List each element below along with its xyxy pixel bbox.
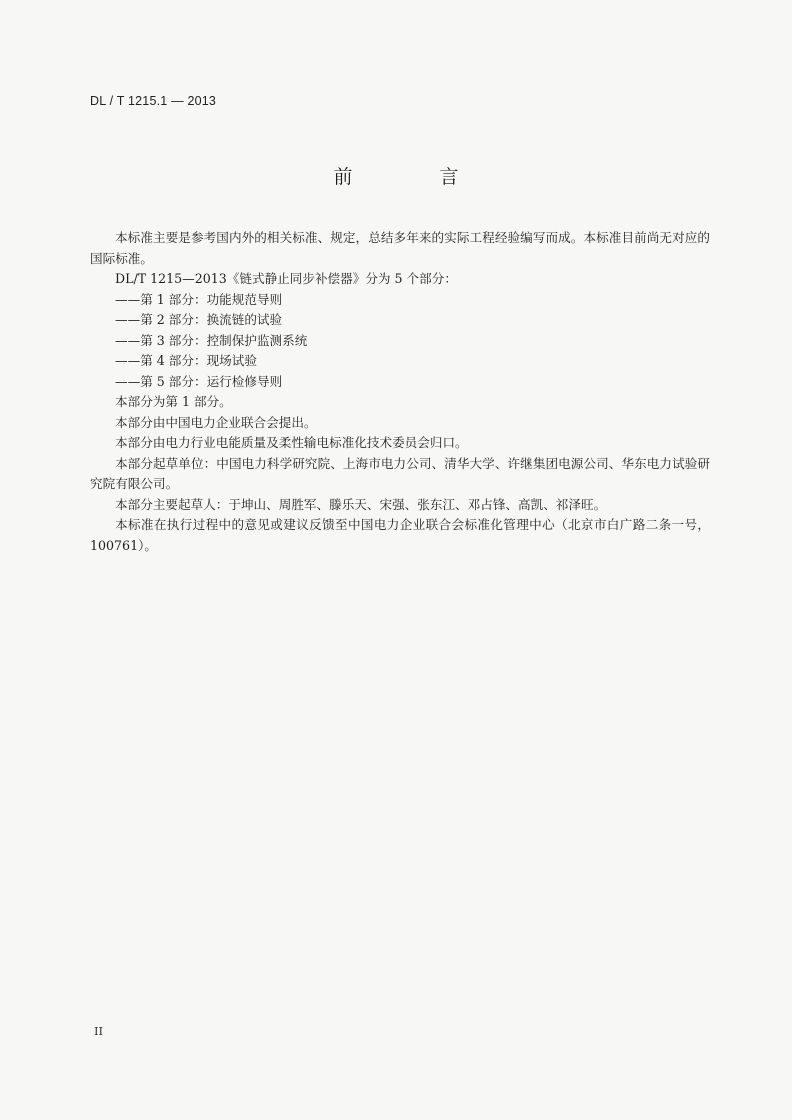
page-title: 前 言 [333, 166, 493, 188]
foreword-body [90, 228, 710, 556]
list-item-part-2: ——第 2 部分：换流链的试验 [115, 312, 283, 327]
paragraph-this-part: 本部分为第 1 部分。 [115, 394, 232, 409]
standard-code: DL / T 1215.1 — 2013 [90, 94, 217, 108]
list-item-part-3: ——第 3 部分：控制保护监测系统 [115, 332, 308, 348]
paragraph-drafting-units: 本部分起草单位：中国电力科学研究院、上海市电力公司、清华大学、许继集团电源公司、华东电力试验研究院有限公司。 [90, 455, 710, 491]
paragraph-feedback: 本标准在执行过程中的意见或建议反馈至中国电力企业联合会标准化管理中心（北京市白广路二条一号，100761）。 [90, 517, 710, 553]
list-item-part-5: ——第 5 部分：运行检修导则 [115, 373, 283, 389]
paragraph-intro: 本标准主要是参考国内外的相关标准、规定，总结多年来的实际工程经验编写而成。本标准目前尚无对应的国际标准。 [90, 230, 710, 266]
list-item-part-4: ——第 4 部分：现场试验 [115, 353, 257, 368]
page-number: II [94, 1024, 104, 1038]
paragraph-proposed-by: 本部分由中国电力企业联合会提出。 [115, 414, 317, 430]
paragraph-centralized-by: 本部分由电力行业电能质量及柔性输电标准化技术委员会归口。 [115, 435, 468, 450]
paragraph-drafters: 本部分主要起草人：于坤山、周胜军、滕乐天、宋强、张东江、邓占锋、高凯、祁泽旺。 [115, 496, 607, 512]
list-item-part-1: ——第 1 部分：功能规范导则 [115, 291, 283, 307]
paragraph-parts: DL/T 1215—2013《链式静止同步补偿器》分为 5 个部分： [115, 271, 457, 286]
